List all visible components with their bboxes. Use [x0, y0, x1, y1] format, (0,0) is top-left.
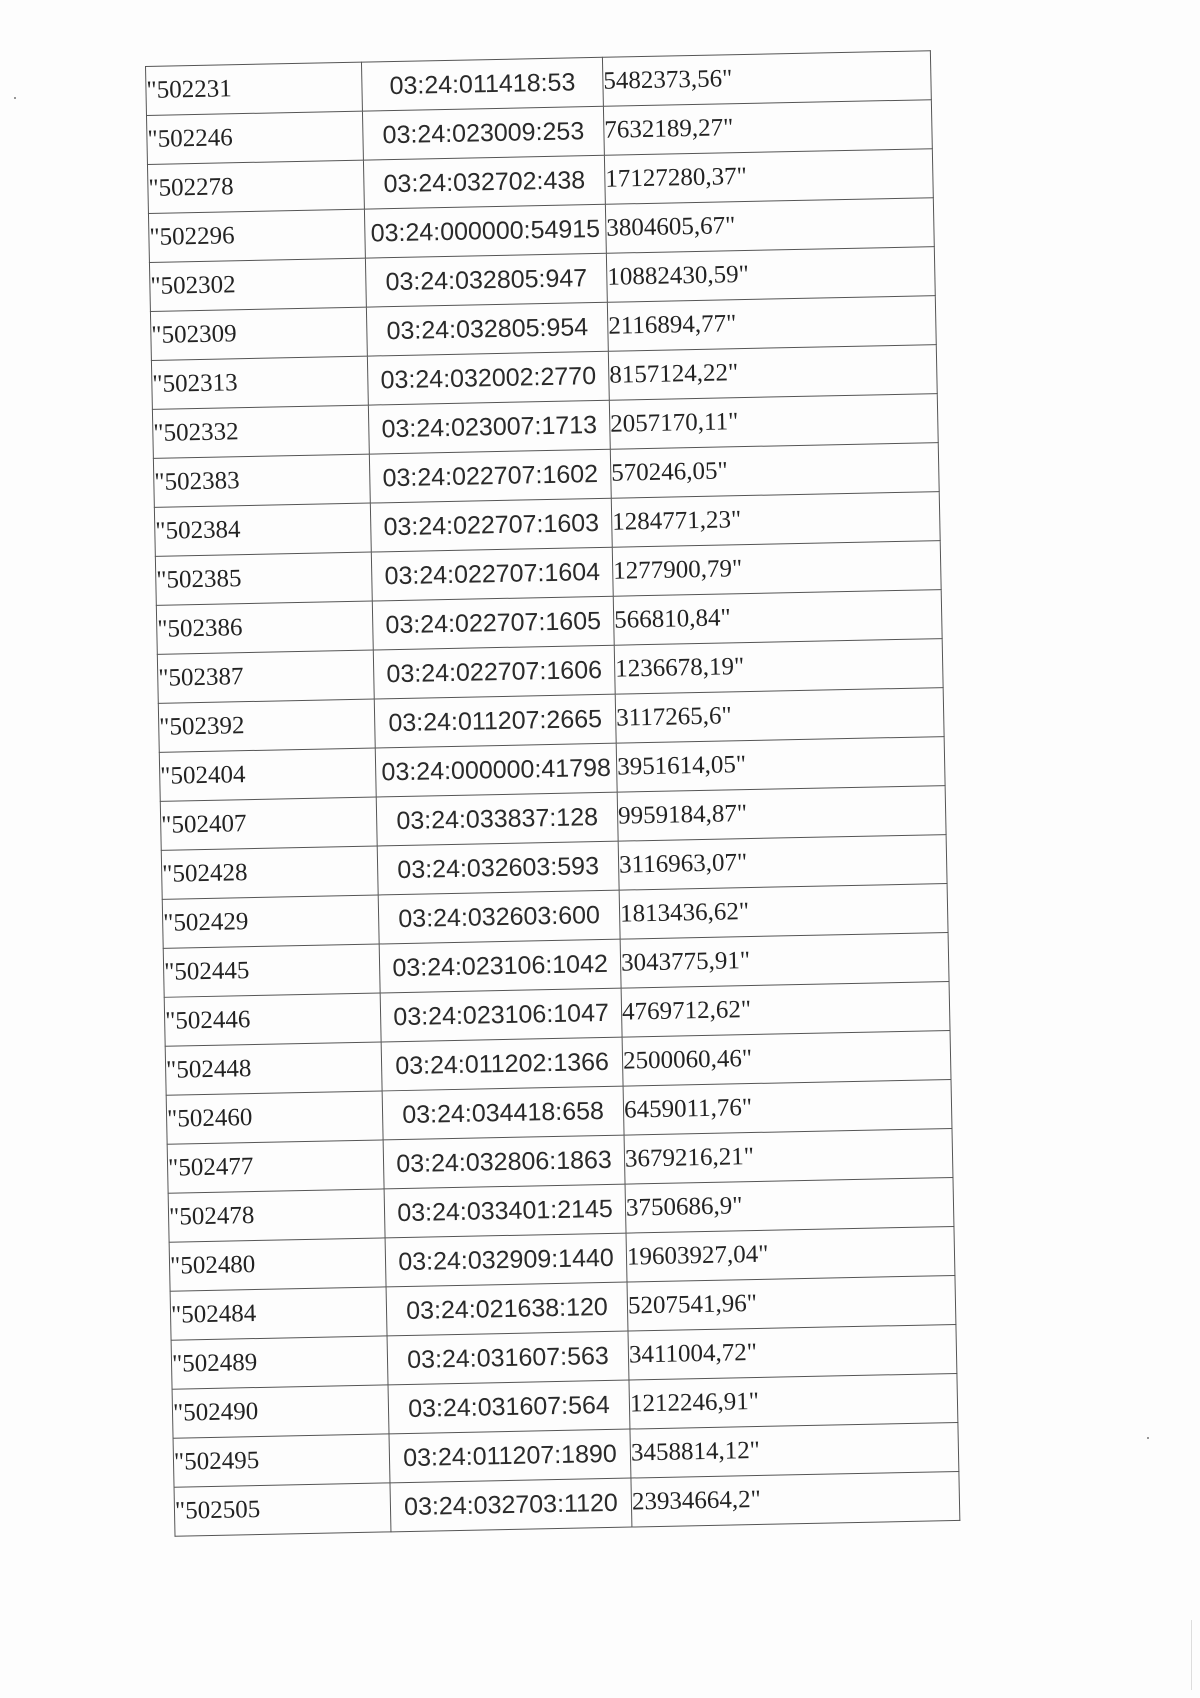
record-id-cell: "502309: [150, 307, 367, 360]
cadastral-number-cell: 03:24:022707:1602: [369, 449, 611, 503]
record-id-cell: "502490: [172, 1385, 389, 1438]
cadastral-number-cell: 03:24:011418:53: [361, 57, 603, 111]
cadastral-value-cell: 1277900,79": [612, 541, 941, 597]
cadastral-value-cell: 5207541,96": [627, 1275, 956, 1331]
cadastral-number-cell: 03:24:032806:1863: [383, 1135, 625, 1189]
record-id-cell: "502387: [157, 650, 374, 703]
cadastral-value-cell: 8157124,22": [608, 345, 937, 401]
cadastral-value-cell: 1813436,62": [619, 884, 948, 940]
cadastral-number-cell: 03:24:032703:1120: [390, 1478, 632, 1532]
cadastral-value-cell: 7632189,27": [603, 100, 932, 156]
cadastral-value-cell: 3951614,05": [616, 737, 945, 793]
cadastral-number-cell: 03:24:032702:438: [363, 155, 605, 209]
cadastral-number-cell: 03:24:031607:564: [388, 1380, 630, 1434]
cadastral-value-cell: 566810,84": [613, 590, 942, 646]
record-id-cell: "502384: [154, 503, 371, 556]
cadastral-value-cell: 9959184,87": [617, 786, 946, 842]
record-id-cell: "502429: [162, 895, 379, 948]
record-id-cell: "502302: [149, 258, 366, 311]
cadastral-value-cell: 570246,05": [610, 443, 939, 499]
cadastral-value-cell: 3411004,72": [628, 1324, 957, 1380]
cadastral-value-cell: 1284771,23": [611, 492, 940, 548]
cadastral-number-cell: 03:24:031607:563: [387, 1331, 629, 1385]
cadastral-value-cell: 1236678,19": [614, 639, 943, 695]
cadastral-number-cell: 03:24:022707:1604: [371, 547, 613, 601]
record-id-cell: "502313: [151, 356, 368, 409]
cadastral-number-cell: 03:24:033837:128: [376, 792, 618, 846]
record-id-cell: "502231: [146, 62, 363, 115]
cadastral-number-cell: 03:24:023009:253: [362, 106, 604, 160]
record-id-cell: "502505: [174, 1483, 391, 1536]
cadastral-value-cell: 3043775,91": [620, 933, 949, 989]
cadastral-number-cell: 03:24:023007:1713: [368, 400, 610, 454]
cadastral-number-cell: 03:24:033401:2145: [384, 1184, 626, 1238]
cadastral-number-cell: 03:24:022707:1603: [370, 498, 612, 552]
cadastral-number-cell: 03:24:011202:1366: [381, 1037, 623, 1091]
cadastral-number-cell: 03:24:032805:947: [365, 253, 607, 307]
record-id-cell: "502246: [146, 111, 363, 164]
cadastral-number-cell: 03:24:021638:120: [386, 1282, 628, 1336]
cadastral-number-cell: 03:24:022707:1606: [373, 645, 615, 699]
record-id-cell: "502478: [168, 1189, 385, 1242]
record-id-cell: "502404: [159, 748, 376, 801]
cadastral-value-cell: 5482373,56": [602, 51, 931, 107]
record-id-cell: "502407: [160, 797, 377, 850]
cadastral-value-cell: 2116894,77": [607, 296, 936, 352]
cadastral-value-cell: 2057170,11": [609, 394, 938, 450]
record-id-cell: "502386: [156, 601, 373, 654]
cadastral-value-cell: 3750686,9": [625, 1178, 954, 1234]
record-id-cell: "502477: [167, 1140, 384, 1193]
record-id-cell: "502484: [170, 1287, 387, 1340]
record-id-cell: "502392: [158, 699, 375, 752]
cadastral-value-cell: 3458814,12": [630, 1422, 959, 1478]
cadastral-number-cell: 03:24:011207:1890: [389, 1429, 631, 1483]
cadastral-number-cell: 03:24:032603:593: [377, 841, 619, 895]
records-table-wrapper: [145, 50, 960, 1536]
cadastral-value-cell: 17127280,37": [604, 149, 933, 205]
cadastral-value-cell: 2500060,46": [622, 1031, 951, 1087]
cadastral-value-cell: 3804605,67": [605, 198, 934, 254]
record-id-cell: "502448: [165, 1042, 382, 1095]
record-id-cell: "502460: [166, 1091, 383, 1144]
cadastral-value-cell: 4769712,62": [621, 982, 950, 1038]
cadastral-number-cell: 03:24:032909:1440: [385, 1233, 627, 1287]
cadastral-number-cell: 03:24:023106:1042: [379, 939, 621, 993]
record-id-cell: "502428: [161, 846, 378, 899]
cadastral-number-cell: 03:24:032603:600: [378, 890, 620, 944]
cadastral-number-cell: 03:24:023106:1047: [380, 988, 622, 1042]
cadastral-value-cell: 6459011,76": [623, 1080, 952, 1136]
cadastral-value-cell: 3679216,21": [624, 1129, 953, 1185]
record-id-cell: "502278: [147, 160, 364, 213]
record-id-cell: "502489: [171, 1336, 388, 1389]
cadastral-value-cell: 1212246,91": [629, 1373, 958, 1429]
records-table: [145, 50, 960, 1536]
cadastral-value-cell: 19603927,04": [626, 1226, 955, 1282]
cadastral-value-cell: 3116963,07": [618, 835, 947, 891]
cadastral-value-cell: 3117265,6": [615, 688, 944, 744]
record-id-cell: "502296: [148, 209, 365, 262]
cadastral-number-cell: 03:24:032002:2770: [367, 351, 609, 405]
record-id-cell: "502446: [164, 993, 381, 1046]
record-id-cell: "502383: [153, 454, 370, 507]
scan-speck: [1147, 1437, 1149, 1439]
record-id-cell: "502480: [169, 1238, 386, 1291]
record-id-cell: "502445: [163, 944, 380, 997]
cadastral-value-cell: 23934664,2": [631, 1471, 960, 1527]
records-table-body: [146, 51, 960, 1536]
cadastral-value-cell: 10882430,59": [606, 247, 935, 303]
cadastral-number-cell: 03:24:032805:954: [366, 302, 608, 356]
cadastral-number-cell: 03:24:000000:54915: [364, 204, 606, 258]
record-id-cell: "502385: [155, 552, 372, 605]
cadastral-number-cell: 03:24:022707:1605: [372, 596, 614, 650]
scan-edge-line: [1191, 1620, 1192, 1690]
record-id-cell: "502332: [152, 405, 369, 458]
cadastral-number-cell: 03:24:034418:658: [382, 1086, 624, 1140]
cadastral-number-cell: 03:24:000000:41798: [375, 743, 617, 797]
cadastral-number-cell: 03:24:011207:2665: [374, 694, 616, 748]
scan-speck: [14, 97, 16, 99]
record-id-cell: "502495: [173, 1434, 390, 1487]
